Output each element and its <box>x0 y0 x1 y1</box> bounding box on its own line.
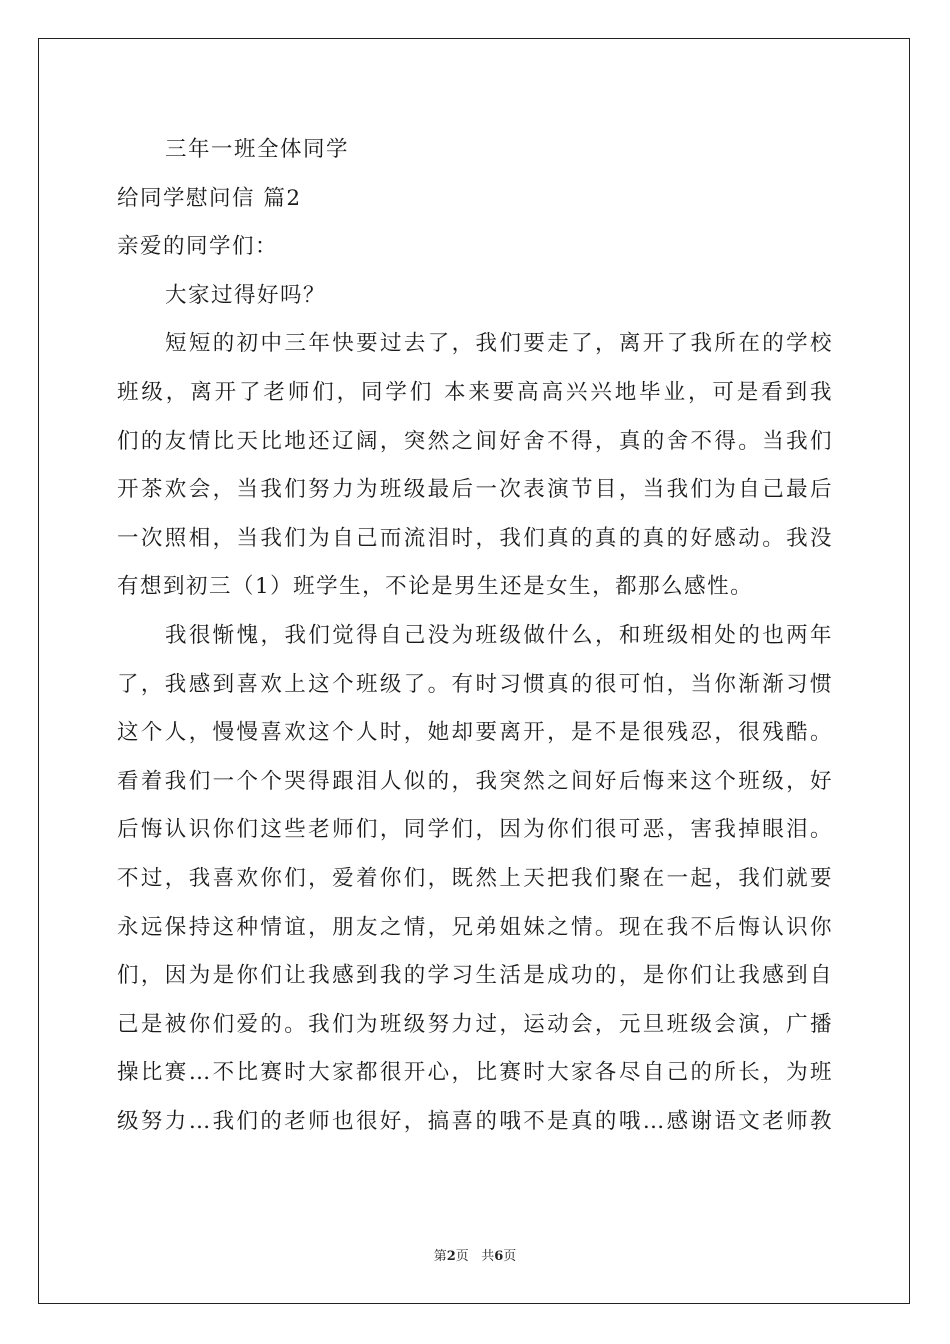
paragraph-line: 级努力…我们的老师也很好，搞喜的哦不是真的哦…感谢语文老师教 <box>117 1108 833 1134</box>
paragraph-line: 我很惭愧，我们觉得自己没为班级做什么，和班级相处的也两年 <box>165 622 833 648</box>
paragraph-line: 班级，离开了老师们，同学们 本来要高高兴兴地毕业，可是看到我 <box>117 379 833 405</box>
paragraph-line: 有想到初三（1）班学生，不论是男生还是女生，都那么感性。 <box>117 574 754 600</box>
total-prefix: 共 <box>481 1249 495 1264</box>
total-pages: 6 <box>494 1249 504 1264</box>
total-suffix: 页 <box>503 1249 517 1264</box>
paragraph-line: 短短的初中三年快要过去了，我们要走了，离开了我所在的学校 <box>165 331 833 357</box>
document-body <box>117 126 833 1146</box>
page-number: 2 <box>446 1249 456 1264</box>
paragraph-2 <box>117 612 833 1147</box>
paragraph-line: 这个人，慢慢喜欢这个人时，她却要离开，是不是很残忍，很残酷。 <box>117 720 833 746</box>
paragraph-line: 一次照相，当我们为自己而流泪时，我们真的真的真的好感动。我没 <box>117 525 833 551</box>
section-title: 给同学慰问信 篇2 <box>117 185 302 211</box>
paragraph-line: 操比赛…不比赛时大家都很开心，比赛时大家各尽自己的所长，为班 <box>117 1060 833 1086</box>
paragraph-line: 看着我们一个个哭得跟泪人似的，我突然之间好后悔来这个班级，好 <box>117 768 833 794</box>
page-footer <box>0 1245 950 1264</box>
paragraph-1 <box>117 320 833 612</box>
paragraph-line: 们，因为是你们让我感到我的学习生活是成功的，是你们让我感到自 <box>117 963 833 989</box>
paragraph-line: 们的友情比天比地还辽阔，突然之间好舍不得，真的舍不得。当我们 <box>117 428 833 454</box>
paragraph-line: 不过，我喜欢你们，爱着你们，既然上天把我们聚在一起，我们就要 <box>117 865 833 891</box>
paragraph-line: 了，我感到喜欢上这个班级了。有时习惯真的很可怕，当你渐渐习惯 <box>117 671 833 697</box>
greeting: 大家过得好吗？ <box>165 282 327 308</box>
signature-line: 三年一班全体同学 <box>165 137 350 162</box>
paragraph-line: 开茶欢会，当我们努力为班级最后一次表演节目，当我们为自己最后 <box>117 477 833 503</box>
paragraph-line: 后悔认识你们这些老师们，同学们，因为你们很可恶，害我掉眼泪。 <box>117 817 833 843</box>
page-suffix: 页 <box>455 1249 469 1264</box>
page-prefix: 第 <box>433 1249 447 1264</box>
paragraph-line: 永远保持这种情谊，朋友之情，兄弟姐妹之情。现在我不后悔认识你 <box>117 914 833 940</box>
salutation: 亲爱的同学们： <box>117 234 279 260</box>
paragraph-line: 己是被你们爱的。我们为班级努力过，运动会，元旦班级会演，广播 <box>117 1011 833 1037</box>
